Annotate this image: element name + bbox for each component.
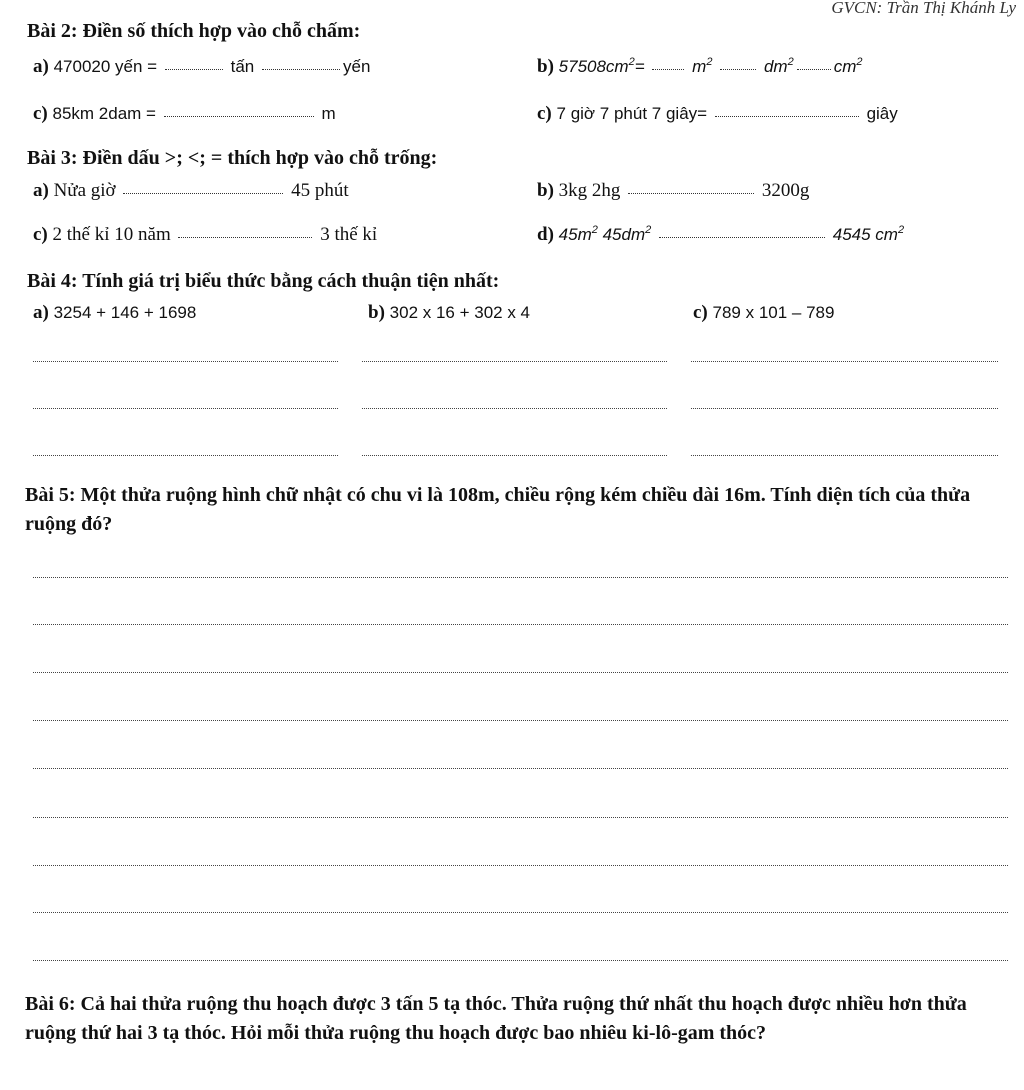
bai2-b-blank1[interactable] [652,68,684,70]
bai4-a-answer-line[interactable] [33,408,338,409]
bai4-b-label: b) [368,302,385,323]
bai3-b [537,180,809,202]
bai3-b-left: 3kg 2hg [558,180,621,201]
bai4-c-answer-line[interactable] [691,455,998,456]
bai2-a-blank2[interactable] [262,68,340,70]
bai3-c-label: c) [33,224,48,245]
bai4-a-answer-line[interactable] [33,455,338,456]
bai4-b [368,302,530,324]
bai4-b-answer-line[interactable] [362,455,667,456]
bai2-c1-unit: m [321,104,336,123]
bai3-d-left: $45m^2$ $45dm^2$ [558,224,652,244]
bai2-b-blank2[interactable] [720,68,756,70]
bai2-c2-label: c) [537,103,552,124]
bai2-c1 [33,103,336,125]
bai4-c [693,302,834,324]
bai5-answer-line[interactable] [33,672,1008,673]
bai4-b-expr: 302 x 16 + 302 x 4 [389,303,531,322]
bai4-a-answer-line[interactable] [33,361,338,362]
bai5-answer-line[interactable] [33,768,1008,769]
bai2-c2-blank[interactable] [715,115,859,117]
bai2-b [537,56,863,78]
bai2-c1-label: c) [33,103,48,124]
bai5-text: Bài 5: Một thửa ruộng hình chữ nhật có chu vi là 108m, chiều rộng kém chiều dài 16m. Tính diện tích của thửa ruộng đó? [25,484,971,535]
bai3-d-label: d) [537,224,554,245]
bai3-c [33,224,377,246]
bai3-a-left: Nửa giờ [53,180,116,201]
bai2-c2-value: 7 giờ 7 phút 7 giây= [556,104,708,123]
bai5-answer-line[interactable] [33,865,1008,866]
bai2-b-value: $57508cm^2=$ [558,56,645,76]
bai3-a-label: a) [33,180,49,201]
bai2-b-unit2: $dm^2$ [763,56,794,76]
bai3-c-blank[interactable] [178,236,312,238]
bai2-a-unit2: yến [342,57,371,76]
bai2-a-blank1[interactable] [165,68,223,70]
bai4-a-expr: 3254 + 146 + 1698 [53,303,197,322]
bai2-c2-unit: giây [866,104,898,123]
bai6-text: Bài 6: Cả hai thửa ruộng thu hoạch được 3 tấn 5 tạ thóc. Thửa ruộng thứ nhất thu hoạch được nhiều hơn thửa ruộng thứ hai 3 tạ thóc. Hỏi mỗi thửa ruộng thu hoạch được bao nhiêu ki-lô-gam thóc? [25,993,967,1044]
bai4-b-answer-line[interactable] [362,361,667,362]
bai2-b-blank3[interactable] [797,68,831,70]
bai4-title: Bài 4: Tính giá trị biểu thức bằng cách thuận tiện nhất: [27,270,500,292]
bai5-answer-line[interactable] [33,720,1008,721]
bai5-answer-line[interactable] [33,960,1008,961]
bai3-c-right: 3 thế kỉ [320,224,378,245]
bai2-b-label: b) [537,56,554,77]
bai3-a-blank[interactable] [123,192,283,194]
bai2-a-label: a) [33,56,49,77]
teacher-name: GVCN: Trần Thị Khánh Ly [831,0,1016,17]
bai3-b-label: b) [537,180,554,201]
bai2-title: Bài 2: Điền số thích hợp vào chỗ chấm: [27,20,361,42]
bai3-a-right: 45 phút [291,180,349,201]
bai3-d [537,224,904,246]
bai5-answer-line[interactable] [33,817,1008,818]
bai4-a-label: a) [33,302,49,323]
bai2-b-unit3: $cm^2$ [833,56,863,76]
bai2-a [33,56,370,78]
bai4-c-expr: 789 x 101 – 789 [712,303,835,322]
bai3-c-left: 2 thế kỉ 10 năm [52,224,171,245]
bai2-c1-blank[interactable] [164,115,314,117]
bai2-c2 [537,103,898,125]
bai4-b-answer-line[interactable] [362,408,667,409]
bai3-b-blank[interactable] [628,192,754,194]
bai3-d-right: 4545 $cm^2$ [832,224,905,244]
bai4-a [33,302,196,324]
bai5-answer-line[interactable] [33,577,1008,578]
bai2-a-unit1: tấn [230,57,255,76]
bai5-answer-line[interactable] [33,912,1008,913]
bai2-c1-value: 85km 2dam = [52,104,156,123]
bai3-a [33,180,349,202]
bai5-answer-line[interactable] [33,624,1008,625]
bai4-c-answer-line[interactable] [691,361,998,362]
bai3-d-blank[interactable] [659,236,825,238]
bai4-c-label: c) [693,302,708,323]
bai2-b-unit1: $m^2$ [692,56,713,76]
bai3-title: Bài 3: Điền dấu >; <; = thích hợp vào chỗ trống: [27,147,438,169]
bai4-c-answer-line[interactable] [691,408,998,409]
bai2-a-value: 470020 yến = [53,57,158,76]
bai3-b-right: 3200g [761,180,810,201]
